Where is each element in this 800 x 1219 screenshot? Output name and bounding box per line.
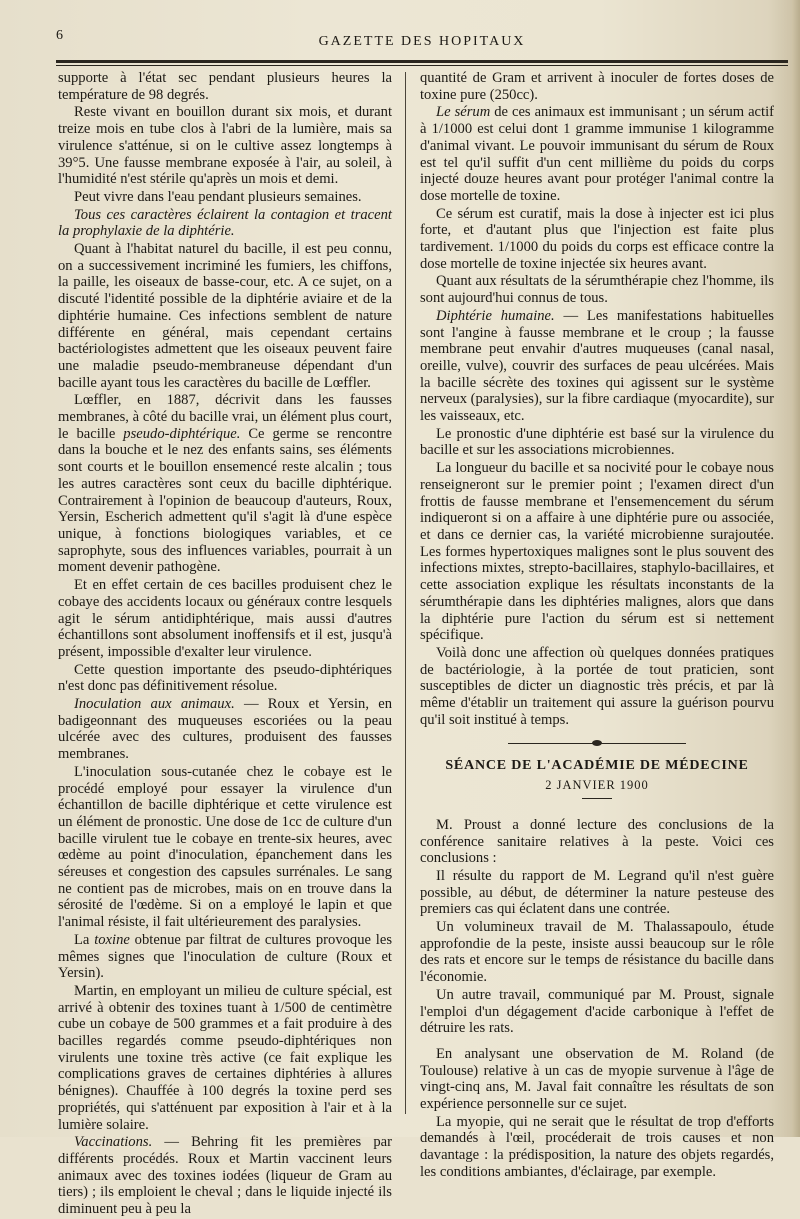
italic-lead: Tous ces caractères éclairent la contagion et tracent la prophylaxie de la diphtérie.	[58, 206, 392, 240]
paragraph	[420, 1046, 774, 1113]
paragraph	[420, 817, 774, 867]
paragraph-text: Reste vivant en bouillon durant six mois, et durant treize mois en tube clos à l'abri de la lumière, mais sa virulence s'atténue, si on le cultive assez longtemps à 39°5. Une fausse membrane exposée à l'air, au soleil, à l'humidité n'est stérile qu'après un mois et demi.	[58, 104, 392, 188]
paragraph	[58, 104, 392, 188]
right-column-academy-report	[420, 817, 774, 1181]
paragraph	[58, 662, 392, 695]
italic-term: toxine	[94, 931, 130, 948]
italic-term: pseudo-diphtérique.	[123, 425, 241, 442]
paragraph	[420, 1114, 774, 1181]
ornament-icon	[592, 740, 602, 746]
page-number: 6	[56, 28, 63, 43]
paragraph	[58, 577, 392, 661]
paragraph-text: quantité de Gram et arrivent à inoculer de fortes doses de toxine pure (250cc).	[420, 70, 774, 103]
paragraph	[420, 987, 774, 1037]
paragraph	[58, 764, 392, 931]
paragraph	[420, 645, 774, 729]
paragraph-text: supporte à l'état sec pendant plusieurs heures la température de 98 degrés.	[58, 70, 392, 103]
paragraph	[58, 241, 392, 391]
paragraph-text: obtenue par filtrat de cultures provoque les mêmes signes que l'inoculation de culture (Roux et Yersin).	[58, 931, 393, 982]
paragraph-text: Peut vivre dans l'eau pendant plusieurs semaines.	[74, 188, 362, 205]
paragraph-text: La longueur du bacille et sa nocivité pour le cobaye nous renseigneront sur le premier point ; l'examen direct d'un frottis de fausse membrane et l'ensemencement du sérum indiqueront si on a affaire à une diphtérie pure ou associée, et dans ce dernier cas, la variété microbienne surajoutée. Les formes hypertoxiques malignes sont le plus souvent des infections mixtes, strepto-bacillaires, staphylo-bacillaires, et cette association explique les résultats inconstants de la sérumthérapie dans les diphtéries malignes, alors que dans la diphtérie pure l'action du sérum est si nettement spécifique.	[420, 460, 774, 644]
paragraph-text: Il résulte du rapport de M. Legrand qu'il n'est guère possible, au début, de déterminer la nature pesteuse des premiers cas qui éclatent dans une contrée.	[420, 867, 774, 918]
paragraph-text: Le pronostic d'une diphtérie est basé sur la virulence du bacille et sur les associations microbiennes.	[420, 425, 774, 459]
paragraph-text: L'inoculation sous-cutanée chez le cobaye est le procédé employé pour essayer la virulence d'un échantillon de bacille diphtérique et cette virulence est un élément de pronostic. Une dose de 1cc de culture d'un bacille virulent tue le cobaye en trente-six heures, avec œdème au point d'inoculation, épanchement dans les séreuses et congestion des capsules surrénales. Le sang ne contient pas de microbes, mais on en trouve dans la sérosité de l'œdème. Si on a employé le lapin et que l'animal résiste, il fait ultérieurement des paralysies.	[58, 763, 392, 931]
paragraph-text: La myopie, qui ne serait que le résultat de trop d'efforts demandés à l'œil, procéderait de trois causes et non davantage : la prédisposition, la nature des objets regardés, les conditions ambiantes, d'éclairage, par exemple.	[420, 1113, 774, 1180]
paragraph-text: En analysant une observation de M. Roland (de Toulouse) relative à un cas de myopie survenue à l'âge de vingt-cinq ans, M. Javal fait connaître les résultats de son expérience personnelle sur ce sujet.	[420, 1045, 774, 1113]
paragraph	[58, 70, 392, 103]
paragraph-text: — Les manifestations habituelles sont l'angine à fausse membrane et le croup ; la fausse membrane peut envahir d'autres muqueuses (canal nasal, oreille, vulve), couvrir des surfaces de peau ulcérées. Mais la bacille sécrète des toxines qui agissent sur le système nerveux (paralysies), sur la fibre cardiaque (myocardite), sur les vaisseaux, etc.	[420, 307, 774, 425]
paragraph-text: M. Proust a donné lecture des conclusions de la conférence sanitaire relatives à la peste. Voici ces conclusions :	[420, 816, 774, 867]
paragraph	[420, 919, 774, 986]
running-title: GAZETTE DES HOPITAUX	[318, 34, 526, 49]
section-title: SÉANCE DE L'ACADÉMIE DE MÉDECINE	[445, 758, 749, 774]
paragraph-text: Ce sérum est curatif, mais la dose à injecter est ici plus forte, et d'autant plus que l'injection est faite plus tardivement. 1/1000 du poids du corps est efficace contre la dose mortelle de toxine injectée six heures avant.	[420, 205, 774, 272]
header-rule-thick	[56, 60, 788, 63]
short-rule	[582, 798, 612, 799]
paragraph-text: Voilà donc une affection où quelques données pratiques de bactériologie, à la portée de tout praticien, sont susceptibles de dicter un diagnostic très précis, et par là même d'établir un traitement qui assure la guérison pourvu qu'il soit institué à temps.	[420, 644, 774, 728]
paragraph-text: de ces animaux est immunisant ; un sérum actif à 1/1000 est celui dont 1 gramme immunise 1 kilogramme d'animal vivant. Le pouvoir immunisant du sérum de Roux est tel qu'il suffit d'un cent millième du poids du corps injecté douze heures avant pour protéger l'animal contre la dose mortelle de toxine.	[420, 104, 775, 204]
paragraph-text: — Roux et Yersin, en badigeonnant des muqueuses escoriées ou la peau ulcérée avec des cultures, produisent des fausses membranes.	[58, 696, 392, 763]
paragraph-text: Martin, en employant un milieu de culture spécial, est arrivé à obtenir des toxines tuant à 1/500 de centimètre cube un cobaye de 500 grammes et a fait produire à des bacilles regardés comme pseudo-diphtériques non virulents une toxine très active (ce fait explique les complications graves de certaines diphtéries à allures bénignes). Chauffée à 100 degrés la toxine perd ses propriétés, qui s'atténuent par exposition à l'air et à la lumière solaire.	[58, 982, 392, 1133]
column-divider	[405, 72, 406, 1114]
paragraph-text: La	[74, 931, 95, 948]
paragraph	[58, 983, 392, 1133]
paragraph	[420, 308, 774, 425]
page-header	[56, 28, 788, 58]
paragraph	[420, 70, 774, 103]
paragraph	[420, 206, 774, 273]
italic-lead: Vaccinations.	[74, 1134, 153, 1151]
italic-lead: Diphtérie humaine.	[436, 307, 555, 324]
paragraph-text: Un volumineux travail de M. Thalassapoulo, étude approfondie de la peste, insiste aussi beaucoup sur le rôle des rats et encore sur le temps de résistance du bacille dans l'économie.	[420, 919, 774, 986]
paragraph-text: Et en effet certain de ces bacilles produisent chez le cobaye des accidents locaux ou généraux contre lesquels agit le sérum antidiphtérique, mais aussi d'autres échantillons sont absolument inoffensifs et il est, jusqu'à présent, impossible d'exalter leur virulence.	[58, 577, 392, 660]
paragraph-text: Lœffler, en 1887, décrivit dans les fausses membranes, à côté du bacille vrai, un élément plus court, le bacille	[58, 392, 392, 442]
section-date: 2 JANVIER 1900	[545, 778, 649, 793]
paragraph	[420, 104, 774, 204]
paragraph-text: Un autre travail, communiqué par M. Proust, signale l'emploi d'un dégagement d'acide carbonique à l'effet de détruire les rats.	[420, 986, 774, 1037]
paragraph-text: — Behring fit les premières par différents procédés. Roux et Martin vaccinent leurs animaux avec des toxines iodées (liqueur de Gram au tiers) ; ils emploient le cheval ; dans le liquide injecté ils diminuent peu à peu la	[58, 1134, 392, 1218]
italic-lead: Le sérum	[436, 104, 491, 121]
paragraph	[58, 1134, 392, 1218]
paragraph	[58, 189, 392, 206]
italic-lead: Inoculation aux animaux.	[74, 696, 235, 713]
paragraph-text: Quant à l'habitat naturel du bacille, il est peu connu, on a successivement incriminé les fumiers, les chiffons, la paille, les oiseaux de basse-cour, etc. A ce sujet, on a discuté l'identité possible de la diphtérie aviaire et de la diphtérie humaine. Ces infections semblent de nature différente en général, mais cependant certains bactériologistes admettent que les oiseaux peuvent faire une maladie pseudo-membraneuse dépendant d'un bacille ayant tous les caractères du bacille de Lœffler.	[58, 241, 392, 391]
header-rule-thin	[56, 65, 788, 66]
paragraph	[420, 868, 774, 918]
paragraph-text: Cette question importante des pseudo-diphtériques n'est donc pas définitivement résolue.	[58, 661, 392, 695]
paragraph	[58, 932, 392, 982]
paragraph-text: Ce germe se rencontre dans la bouche et le nez des enfants sains, ses éléments sont courts et le bouillon ensemencé reste alcalin ; tous les autres caractères sont ceux du bacille diphtérique. Contrairement à l'opinion de beaucoup d'auteurs, Roux, Yersin, Escherich admettent qu'il s'agit là d'une espèce unique, à fonctions biologiques variables, et ce saprophyte, sous des influences variables, pourrait à un moment devenir pathogène.	[58, 425, 392, 576]
section-separator	[420, 738, 774, 748]
paragraph	[58, 696, 392, 763]
paragraph-text: Quant aux résultats de la sérumthérapie chez l'homme, ils sont aujourd'hui connus de tous.	[420, 273, 774, 307]
paragraph	[420, 273, 774, 306]
page-edge	[792, 0, 800, 1137]
right-column	[420, 70, 774, 1182]
right-column-article	[420, 70, 774, 728]
paragraph	[58, 392, 392, 576]
left-column	[58, 70, 392, 1219]
paragraph	[58, 207, 392, 240]
paragraph	[420, 460, 774, 644]
paragraph	[420, 426, 774, 459]
